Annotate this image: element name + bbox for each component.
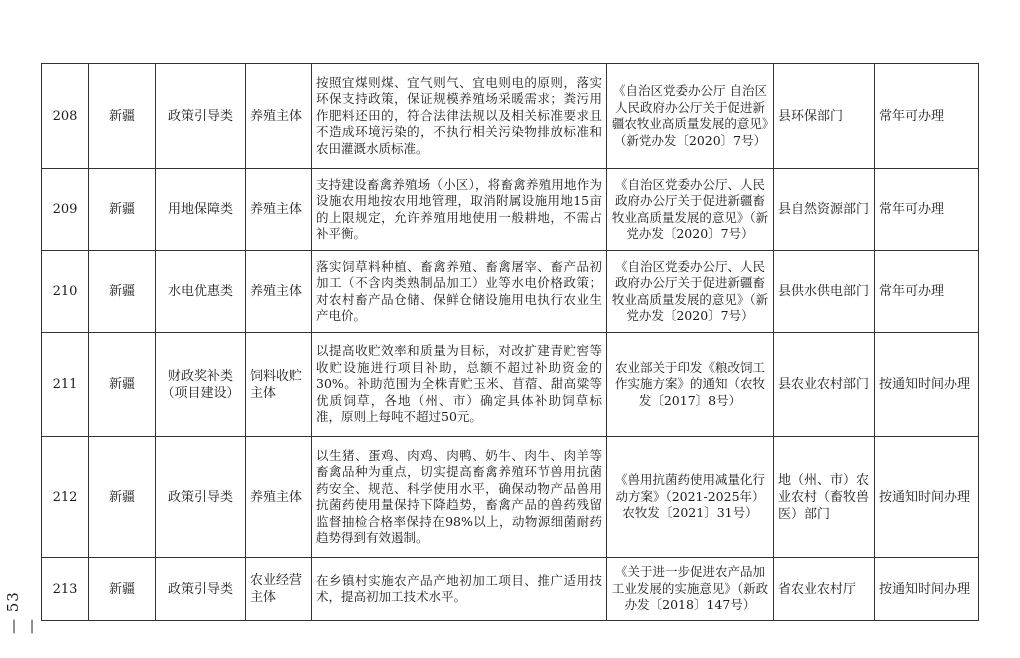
- subject-cell: 养殖主体: [246, 437, 312, 558]
- table-row: [42, 251, 979, 333]
- row-number: 211: [42, 333, 89, 437]
- subject-cell: 养殖主体: [246, 251, 312, 333]
- department-cell: 县环保部门: [774, 64, 875, 169]
- table-row: [42, 558, 979, 621]
- subject-cell: 农业经营主体: [246, 558, 312, 621]
- content-cell: 落实饲草料种植、畜禽养殖、畜禽屠宰、畜产品初加工（不含肉类熟制品加工）业等水电价格政策；对农村畜产品仓储、保鲜仓储设施用电执行农业生产电价。: [312, 251, 607, 333]
- row-number: 209: [42, 169, 89, 251]
- timing-cell: 按通知时间办理: [875, 333, 979, 437]
- basis-cell: 《关于进一步促进农产品加工业发展的实施意见》（新政办发〔2018〕147号）: [607, 558, 774, 621]
- department-cell: 县农业农村部门: [774, 333, 875, 437]
- category-cell: 水电优惠类: [156, 251, 246, 333]
- row-number: 213: [42, 558, 89, 621]
- region-cell: 新疆: [89, 558, 156, 621]
- department-cell: 县供水供电部门: [774, 251, 875, 333]
- table-row: [42, 437, 979, 558]
- region-cell: 新疆: [89, 437, 156, 558]
- content-cell: 在乡镇村实施农产品产地初加工项目、推广适用技术，提高初加工技术水平。: [312, 558, 607, 621]
- content-cell: 支持建设畜禽养殖场（小区），将畜禽养殖用地作为设施农用地按农用地管理，取消附属设施用地15亩的上限规定，允许养殖用地使用一般耕地，不需占补平衡。: [312, 169, 607, 251]
- basis-cell: 农业部关于印发《粮改饲工作实施方案》的通知（农牧发〔2017〕8号）: [607, 333, 774, 437]
- department-cell: 地（州、市）农业农村（畜牧兽医）部门: [774, 437, 875, 558]
- policy-table: [41, 63, 979, 621]
- region-cell: 新疆: [89, 64, 156, 169]
- timing-cell: 常年可办理: [875, 251, 979, 333]
- timing-cell: 按通知时间办理: [875, 558, 979, 621]
- table-row: [42, 64, 979, 169]
- timing-cell: 常年可办理: [875, 169, 979, 251]
- basis-cell: 《兽用抗菌药使用减量化行动方案》（2021-2025年）农牧发〔2021〕31号）: [607, 437, 774, 558]
- subject-cell: 养殖主体: [246, 169, 312, 251]
- category-cell: 政策引导类: [156, 437, 246, 558]
- table-row: [42, 333, 979, 437]
- timing-cell: 按通知时间办理: [875, 437, 979, 558]
- category-cell: 政策引导类: [156, 558, 246, 621]
- basis-cell: 《自治区党委办公厅、人民政府办公厅关于促进新疆畜牧业高质量发展的意见》（新党办发〔2020〕7号）: [607, 169, 774, 251]
- timing-cell: 常年可办理: [875, 64, 979, 169]
- category-cell: 用地保障类: [156, 169, 246, 251]
- region-cell: 新疆: [89, 169, 156, 251]
- row-number: 208: [42, 64, 89, 169]
- table-row: [42, 169, 979, 251]
- content-cell: 以生猪、蛋鸡、肉鸡、肉鸭、奶牛、肉牛、肉羊等畜禽品种为重点，切实提高畜禽养殖环节兽用抗菌药安全、规范、科学使用水平，确保动物产品兽用抗菌药使用量保持下降趋势，畜禽产品的兽药残留监督抽检合格率保持在98%以上，动物源细菌耐药趋势得到有效遏制。: [312, 437, 607, 558]
- category-cell: 财政奖补类（项目建设）: [156, 333, 246, 437]
- content-cell: 按照宜煤则煤、宜气则气、宜电则电的原则，落实环保支持政策，保证规模养殖场采暖需求；粪污用作肥料还田的，符合法律法规以及相关标准要求且不造成环境污染的，不执行相关污染物排放标准和农田灌溉水质标准。: [312, 64, 607, 169]
- region-cell: 新疆: [89, 251, 156, 333]
- department-cell: 省农业农村厅: [774, 558, 875, 621]
- content-cell: 以提高收贮效率和质量为目标，对改扩建青贮窖等收贮设施进行项目补助，总额不超过补助资金的30%。补助范围为全株青贮玉米、苜蓿、甜高粱等优质饲草，各地（州、市）确定具体补助饲草标准，原则上每吨不超过50元。: [312, 333, 607, 437]
- page-number: — 53 —: [4, 591, 40, 634]
- basis-cell: 《自治区党委办公厅、人民政府办公厅关于促进新疆畜牧业高质量发展的意见》（新党办发〔2020〕7号）: [607, 251, 774, 333]
- basis-cell: 《自治区党委办公厅 自治区人民政府办公厅关于促进新疆农牧业高质量发展的意见》（新党办发〔2020〕7号）: [607, 64, 774, 169]
- subject-cell: 养殖主体: [246, 64, 312, 169]
- subject-cell: 饲料收贮主体: [246, 333, 312, 437]
- region-cell: 新疆: [89, 333, 156, 437]
- row-number: 210: [42, 251, 89, 333]
- department-cell: 县自然资源部门: [774, 169, 875, 251]
- category-cell: 政策引导类: [156, 64, 246, 169]
- row-number: 212: [42, 437, 89, 558]
